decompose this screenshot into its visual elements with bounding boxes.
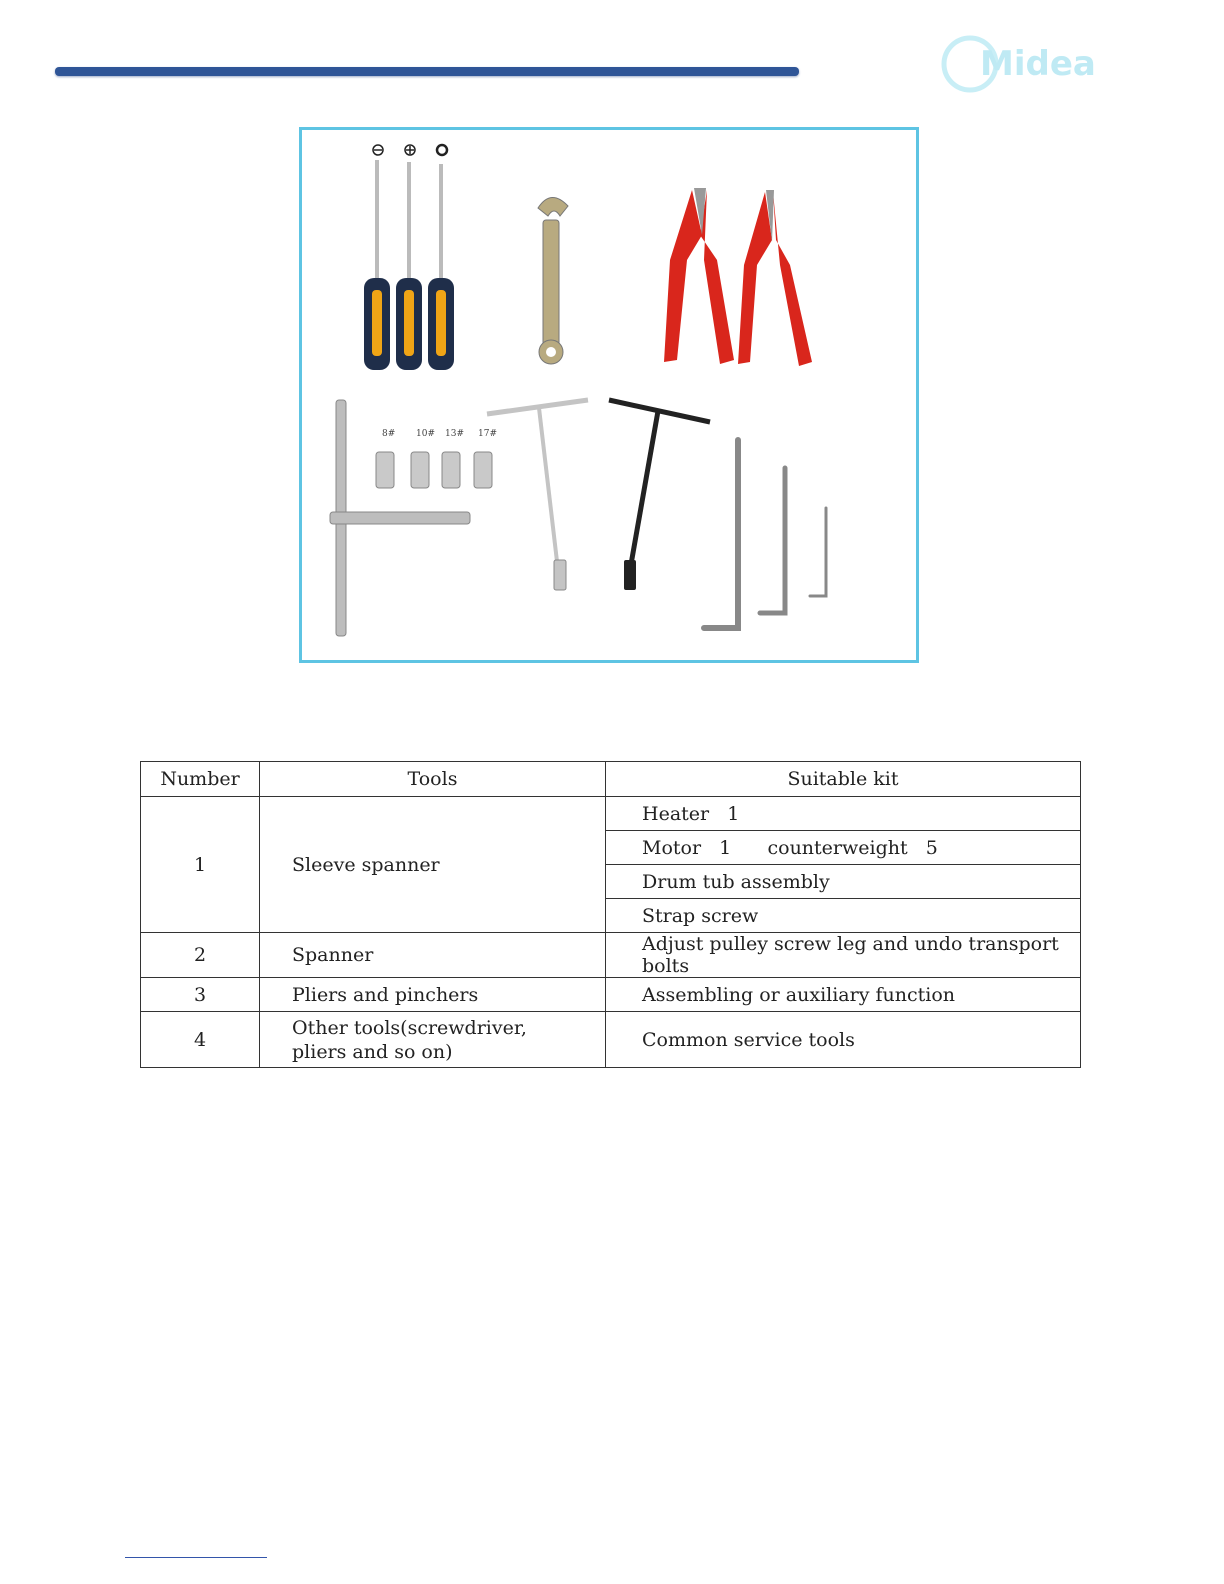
hex-keys-icon [704, 440, 826, 628]
socket-label: 8# [382, 429, 396, 439]
row-tool: Pliers and pinchers [260, 978, 606, 1012]
row-kit: Strap screw [606, 899, 1081, 933]
row-kit: Motor 1 counterweight 5 [606, 831, 1081, 865]
t-wrench-black-icon [609, 400, 710, 590]
header-tools: Tools [260, 762, 606, 797]
header-number: Number [141, 762, 260, 797]
row-number: 1 [141, 797, 260, 933]
pliers-icon [664, 188, 812, 366]
table-row [141, 1012, 1081, 1068]
row-tool: Other tools(screwdriver, pliers and so on) [260, 1012, 606, 1068]
tools-table [140, 761, 1081, 1068]
socket-label: 13# [445, 429, 464, 439]
t-wrench-silver-icon [487, 400, 588, 590]
header-kit: Suitable kit [606, 762, 1081, 797]
row-kit: Assembling or auxiliary function [606, 978, 1081, 1012]
sockets-icon [376, 429, 497, 488]
table-row [141, 933, 1081, 978]
table-row [141, 978, 1081, 1012]
screwdrivers-icon [364, 160, 454, 370]
header-bar [55, 67, 799, 76]
row-tool: Spanner [260, 933, 606, 978]
logo-text: Midea [980, 44, 1096, 84]
row-kit: Heater 1 [606, 797, 1081, 831]
tools-figure [299, 127, 919, 663]
socket-label: 10# [416, 429, 435, 439]
row-kit: Common service tools [606, 1012, 1081, 1068]
row-tool: Sleeve spanner [260, 797, 606, 933]
table-row [141, 797, 1081, 831]
table-header-row [141, 762, 1081, 797]
row-kit: Adjust pulley screw leg and undo transport bolts [606, 933, 1081, 978]
spanner-icon [538, 197, 568, 364]
footer-line [125, 1557, 267, 1558]
tip-symbols-icon [373, 145, 447, 155]
row-number: 4 [141, 1012, 260, 1068]
row-number: 2 [141, 933, 260, 978]
midea-logo [940, 34, 1096, 94]
socket-label: 17# [478, 429, 497, 439]
tools-illustration [302, 130, 916, 660]
row-kit: Drum tub assembly [606, 865, 1081, 899]
row-number: 3 [141, 978, 260, 1012]
